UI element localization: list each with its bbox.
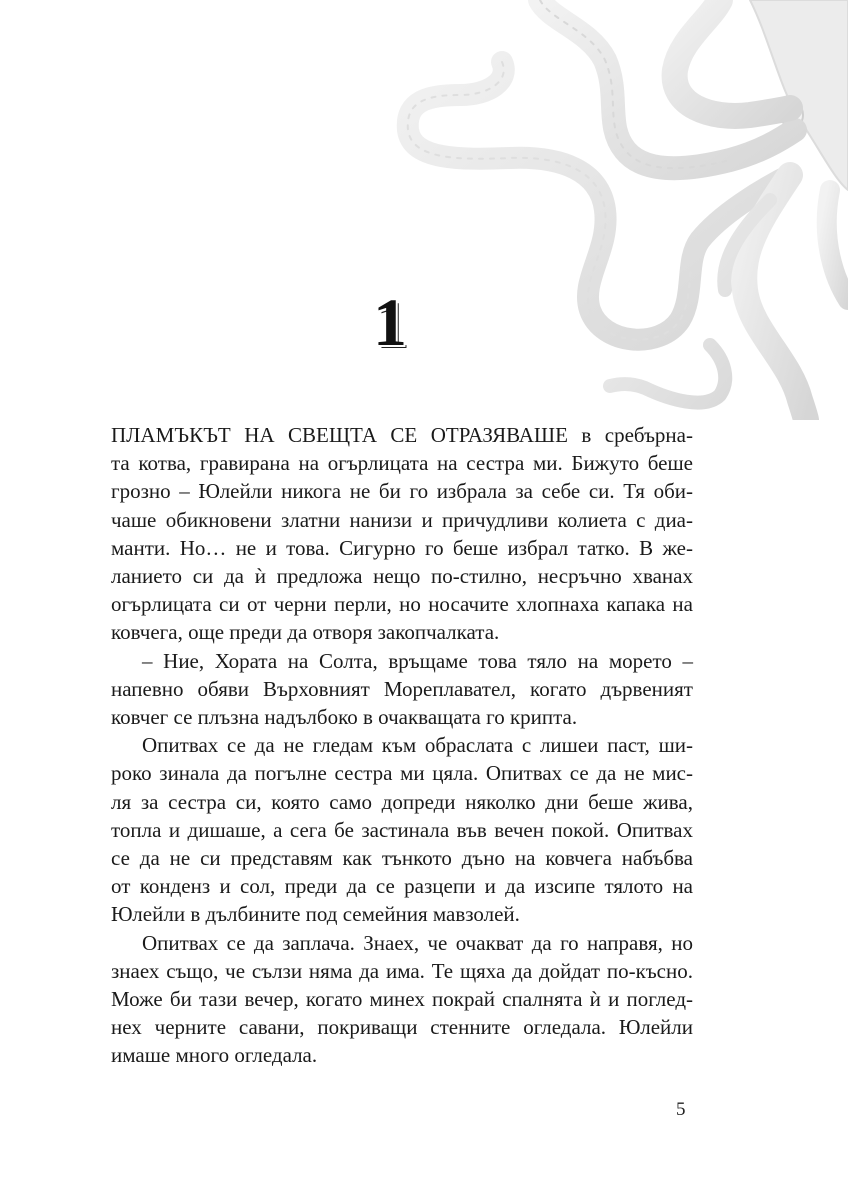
text-line: Може би тази вечер, когато минех покрай спалнята ѝ и поглед- xyxy=(111,987,693,1012)
text-line: манти. Но… не и това. Сигурно го беше избрал татко. В же- xyxy=(111,535,693,560)
text-line: топла и дишаше, а сега бе застинала във вечен покой. Опитвах xyxy=(111,817,693,842)
text-line: от конденз и сол, преди да се разцепи и да изсипе тялото на xyxy=(111,874,693,899)
text-line: чаше обикновени златни нанизи и причудливи колиета с диа- xyxy=(111,507,693,532)
text-line: Юлейли в дълбините под семейния мавзолей. xyxy=(111,902,520,927)
text-line: знаех също, че сълзи няма да има. Те щяха да дойдат по-късно. xyxy=(111,958,693,983)
text-line: та котва, гравирана на огърлицата на сестра ми. Бижуто беше xyxy=(111,451,693,476)
paragraph xyxy=(111,647,693,732)
text-line: роко зинала да погълне сестра ми цяла. Опитвах се да не мис- xyxy=(111,761,693,786)
octopus-icon xyxy=(390,0,848,420)
paragraph xyxy=(111,731,693,928)
page-number: 5 xyxy=(676,1099,686,1120)
chapter-body xyxy=(111,421,693,1070)
text-line: – Ние, Хората на Солта, връщаме това тяло на морето – xyxy=(142,648,693,673)
chapter-number: 1 xyxy=(373,284,407,360)
text-line: ланието си да ѝ предложа нещо по-стилно, несръчно хванах xyxy=(111,564,693,589)
text-line: ПЛАМЪКЪТ НА СВЕЩТА СЕ ОТРАЗЯВАШЕ в сребърна- xyxy=(111,423,693,447)
text-line: огърлицата си от черни перли, но носачите хлопнаха капака на xyxy=(111,592,693,617)
text-line: грозно – Юлейли никога не би го избрала за себе си. Тя оби- xyxy=(111,479,693,504)
text-line: ковчега, още преди да отворя закопчалката. xyxy=(111,620,500,645)
text-line: Опитвах се да не гледам към обраслата с лишеи паст, ши- xyxy=(142,733,693,758)
text-line: Опитвах се да заплача. Знаех, че очакват да го направя, но xyxy=(142,930,693,955)
text-line: ковчег се плъзна надълбоко в очакващата го крипта. xyxy=(111,705,578,730)
text-line: нех черните савани, покриващи стенните огледала. Юлейли xyxy=(111,1015,693,1040)
paragraph xyxy=(111,421,693,647)
text-line: ля за сестра си, която само допреди няколко дни беше жива, xyxy=(111,789,693,814)
paragraph xyxy=(111,929,693,1070)
text-line: напевно обяви Върховният Мореплавател, когато дървеният xyxy=(111,676,693,701)
text-line: имаше много огледала. xyxy=(111,1043,318,1068)
text-line: се да не си представям как тънкото дъно на ковчега набъбва xyxy=(111,846,693,871)
octopus-illustration xyxy=(390,0,848,420)
